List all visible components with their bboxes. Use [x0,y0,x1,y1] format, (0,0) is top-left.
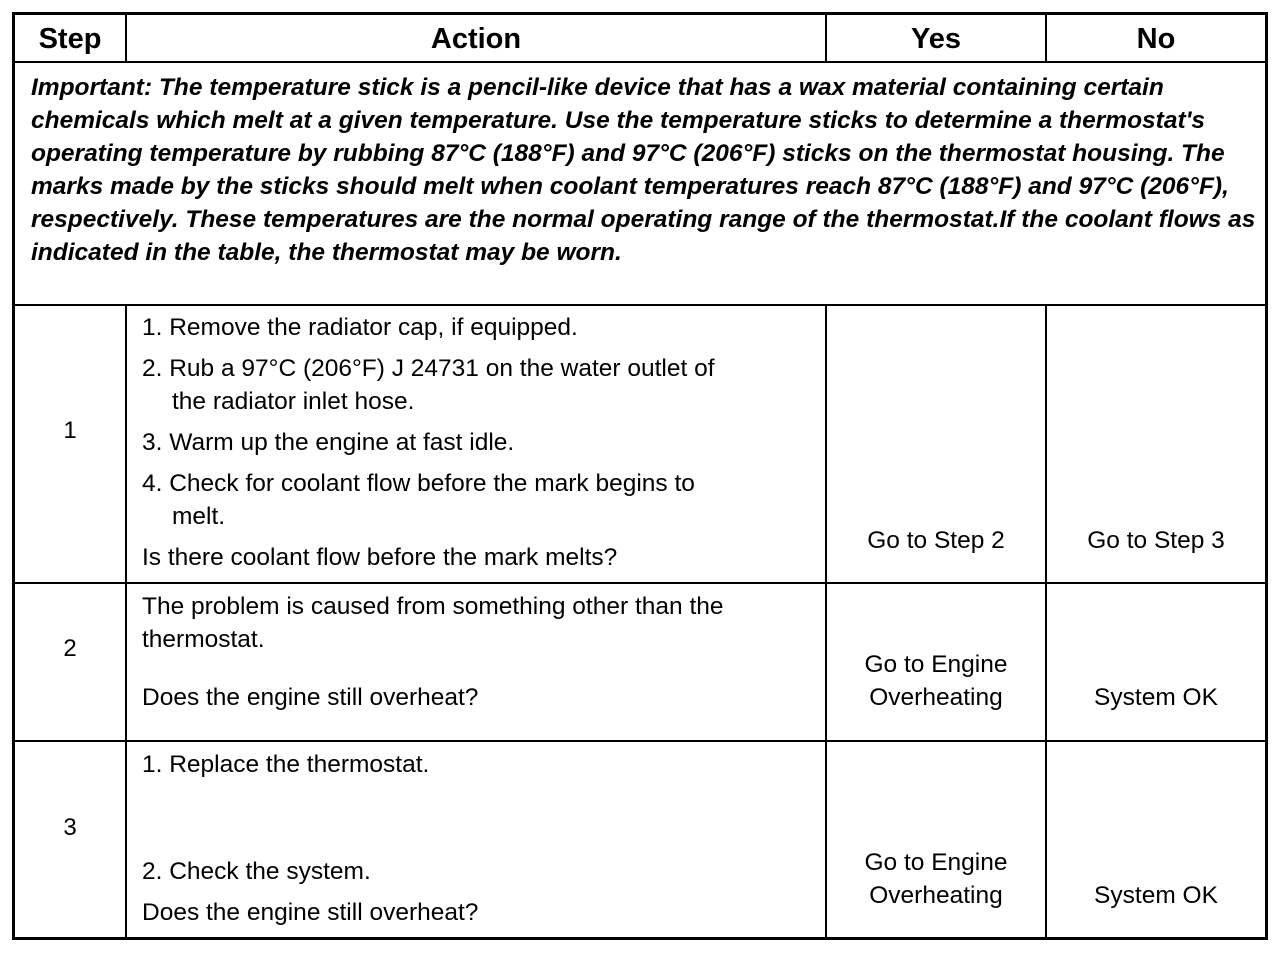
row3-action-1: 1. Replace the thermostat. [142,751,430,778]
row1-action-4-line2: melt. [172,503,226,530]
row2-action-line1: The problem is caused from something other than the [142,593,724,620]
row1-action-1: 1. Remove the radiator cap, if equipped. [142,314,578,341]
row2-yes-line1: Go to Engine [864,651,1008,678]
row2-divider [15,740,1265,742]
step-number-2: 2 [63,635,77,662]
col-divider-yes-body [1045,305,1047,937]
row2-action-line2: thermostat. [142,626,265,653]
row1-divider [15,582,1265,584]
row1-question: Is there coolant flow before the mark melts? [142,544,618,571]
important-note: Important: The temperature stick is a pencil-like device that has a wax material containing certain chemicals which melt at a given temperature. Use the temperature sticks to determine a thermostat's operating temperature by rubbing 87°C (188°F) and 97°C (206°F) sticks on the thermostat housing. The marks made by the sticks should melt when coolant temperatures reach 87°C (188°F) and 97°C (206°F), respectively. These temperatures are the normal operating range of the thermostat.If the coolant flows as indicated in the table, the thermostat may be worn. [31,74,1256,266]
header-step: Step [38,23,102,55]
row3-yes-line1: Go to Engine [864,849,1008,876]
row3-question: Does the engine still overheat? [142,899,479,926]
diagnostic-table [12,12,1268,940]
row1-action-4-line1: 4. Check for coolant flow before the mark begins to [142,470,695,497]
row1-action-2-line1: 2. Rub a 97°C (206°F) J 24731 on the water outlet of [142,355,715,382]
row1-action-3: 3. Warm up the engine at fast idle. [142,429,515,456]
row1-action-2-line2: the radiator inlet hose. [172,388,415,415]
row2-question: Does the engine still overheat? [142,684,479,711]
row1-yes: Go to Step 2 [867,527,1005,554]
row2-no: System OK [1094,684,1218,711]
header-yes: Yes [911,23,961,55]
row1-no: Go to Step 3 [1087,527,1225,554]
row3-no: System OK [1094,882,1218,909]
col-divider-step-body [125,305,127,937]
row3-action-2: 2. Check the system. [142,858,371,885]
row2-yes-line2: Overheating [869,684,1003,711]
note-divider [15,304,1265,306]
step-number-1: 1 [63,417,77,444]
step-number-3: 3 [63,814,77,841]
header-no: No [1136,23,1176,55]
row3-yes-line2: Overheating [869,882,1003,909]
col-divider-action-body [825,305,827,937]
header-action: Action [430,23,522,55]
